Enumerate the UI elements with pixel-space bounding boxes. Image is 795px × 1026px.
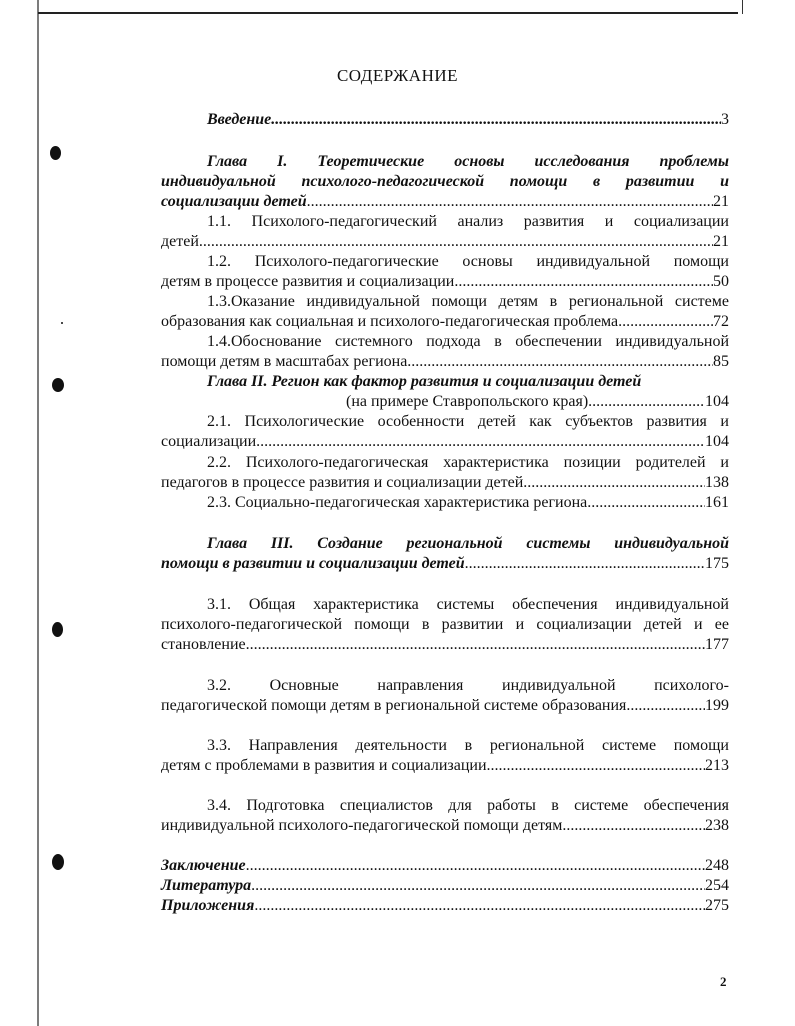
- scan-corner-mark: [742, 0, 743, 14]
- toc-page: 213: [705, 757, 729, 774]
- punch-hole-mark: [52, 378, 64, 392]
- toc-page: 72: [713, 313, 729, 330]
- toc-page: 238: [705, 817, 729, 834]
- toc-page: 161: [705, 494, 729, 511]
- toc-page: 275: [705, 897, 729, 914]
- toc-page: 104: [705, 393, 729, 410]
- toc-section-1-4-line1: 1.4.Обоснование системного подхода в обеспечении индивидуальной: [207, 333, 729, 350]
- scan-top-border: [38, 12, 738, 14]
- toc-page: 85: [713, 353, 729, 370]
- toc-entry-chapter-2[interactable]: (на примере Ставропольского края) ..... 104: [346, 392, 729, 412]
- toc-entry-appendices[interactable]: Приложения ..... 275: [161, 896, 729, 916]
- toc-page: 3: [721, 111, 729, 128]
- toc-section-3-4-line1: 3.4. Подготовка специалистов для работы в системе обеспечения: [207, 797, 729, 814]
- toc-entry-section-1-1[interactable]: детей ..... 21: [161, 232, 729, 252]
- toc-entry-section-3-1[interactable]: становление ..... 177: [161, 635, 729, 655]
- toc-entry-section-3-4[interactable]: индивидуальной психолого-педагогической помощи детям ..... 238: [161, 816, 729, 836]
- scan-speck: [61, 322, 63, 324]
- toc-page: 248: [705, 857, 729, 874]
- toc-section-1-1-line1: 1.1. Психолого-педагогический анализ развития и социализации: [207, 213, 729, 230]
- toc-entry-section-2-3[interactable]: 2.3. Социально-педагогическая характеристика региона ..... 161: [207, 493, 729, 513]
- scan-left-border: [37, 0, 39, 1026]
- toc-chapter-1-line2: индивидуальной психолого-педагогической помощи в развитии и: [161, 173, 729, 190]
- toc-section-1-3-line1: 1.3.Оказание индивидуальной помощи детям в региональной системе: [207, 293, 729, 310]
- toc-chapter-1-line1: Глава I. Теоретические основы исследования проблемы: [207, 153, 729, 170]
- toc-section-1-2-line1: 1.2. Психолого-педагогические основы индивидуальной помощи: [207, 253, 729, 270]
- toc-page: 21: [713, 193, 729, 210]
- toc-section-2-1-line1: 2.1. Психологические особенности детей как субъектов развития и: [207, 413, 729, 430]
- toc-entry-section-2-1[interactable]: социализации ..... 104: [161, 432, 729, 452]
- toc-section-3-1-line2: психолого-педагогической помощи в развитии и социализации детей и ее: [161, 616, 729, 633]
- toc-entry-literature[interactable]: Литература ..... 254: [161, 876, 729, 896]
- punch-hole-mark: [50, 146, 61, 160]
- toc-page: 177: [705, 636, 729, 653]
- page-title: СОДЕРЖАНИЕ: [336, 66, 459, 85]
- toc-page: 254: [705, 877, 729, 894]
- toc-section-3-3-line1: 3.3. Направления деятельности в региональной системе помощи: [207, 737, 729, 754]
- page-number: 2: [720, 974, 727, 989]
- toc-section-3-2-line1: 3.2. Основные направления индивидуальной психолого-: [207, 677, 729, 694]
- toc-chapter-2-line1: Глава II. Регион как фактор развития и социализации детей: [207, 373, 642, 390]
- toc-section-2-2-line1: 2.2. Психолого-педагогическая характеристика позиции родителей и: [207, 454, 729, 471]
- toc-section-3-1-line1: 3.1. Общая характеристика системы обеспечения индивидуальной: [207, 596, 729, 613]
- toc-entry-section-1-4[interactable]: помощи детям в масштабах региона ..... 85: [161, 352, 729, 372]
- toc-entry-section-1-2[interactable]: детям в процессе развития и социализации ..... 50: [161, 272, 729, 292]
- toc-entry-conclusion[interactable]: Заключение ..... 248: [161, 856, 729, 876]
- toc-page: 199: [705, 697, 729, 714]
- toc-page: 138: [705, 474, 729, 491]
- toc-entry-chapter-1[interactable]: социализации детей ..... 21: [161, 192, 729, 212]
- toc-entry-intro[interactable]: Введение ..... 3: [207, 110, 729, 130]
- toc-chapter-3-line1: Глава III. Создание региональной системы индивидуальной: [207, 535, 729, 552]
- punch-hole-mark: [52, 854, 64, 870]
- toc-entry-section-1-3[interactable]: образования как социальная и психолого-педагогическая проблема ..... 72: [161, 312, 729, 332]
- toc-page: 104: [705, 433, 729, 450]
- toc-page: 21: [713, 233, 729, 250]
- toc-entry-section-2-2[interactable]: педагогов в процессе развития и социализации детей ..... 138: [161, 473, 729, 493]
- toc-page: 175: [705, 555, 729, 572]
- toc-entry-section-3-2[interactable]: педагогической помощи детям в региональной системе образования ..... 199: [161, 696, 729, 716]
- punch-hole-mark: [52, 622, 63, 637]
- toc-entry-section-3-3[interactable]: детям с проблемами в развития и социализации ..... 213: [161, 756, 729, 776]
- toc-entry-chapter-3[interactable]: помощи в развитии и социализации детей ..... 175: [161, 554, 729, 574]
- toc-page: 50: [713, 273, 729, 290]
